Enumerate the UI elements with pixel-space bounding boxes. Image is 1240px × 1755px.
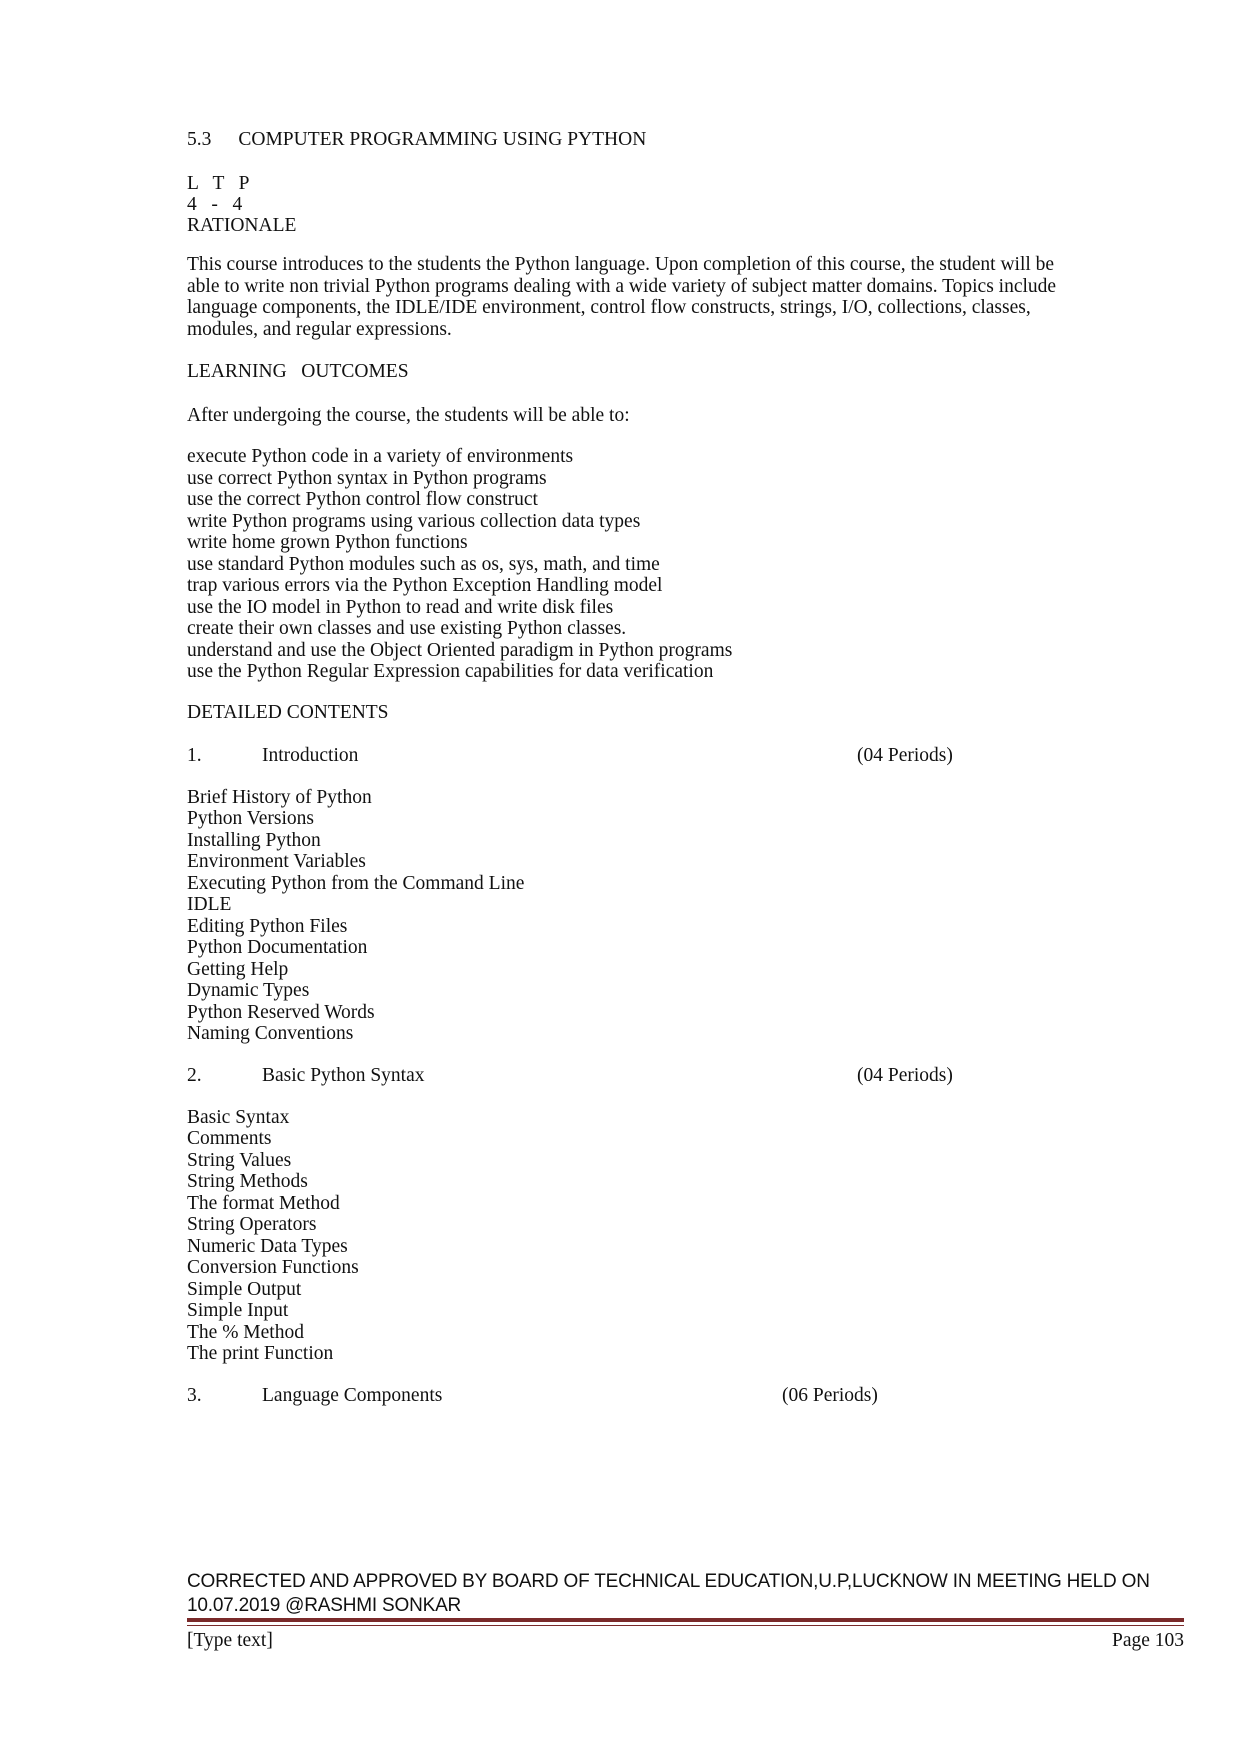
list-item: Python Reserved Words xyxy=(187,1001,375,1023)
list-item: Comments xyxy=(187,1128,272,1149)
page-content xyxy=(187,128,1187,1408)
list-item: trap various errors via the Python Exception Handling model xyxy=(187,575,663,596)
course-heading xyxy=(187,128,1187,152)
list-item: Python Versions xyxy=(187,808,314,829)
list-item: use correct Python syntax in Python programs xyxy=(187,467,547,489)
footer-divider-thick xyxy=(187,1618,1184,1622)
list-item: Dynamic Types xyxy=(187,980,310,1001)
list-item: Basic Syntax xyxy=(187,1106,290,1128)
list-item: use the Python Regular Expression capabilities for data verification xyxy=(187,661,714,682)
list-item: Naming Conventions xyxy=(187,1023,354,1044)
footer-divider-thin xyxy=(187,1625,1184,1626)
learning-outcomes-label: LEARNING OUTCOMES xyxy=(187,361,409,382)
detailed-contents-label: DETAILED CONTENTS xyxy=(187,701,389,723)
list-item: understand and use the Object Oriented paradigm in Python programs xyxy=(187,639,733,661)
approval-note xyxy=(187,1570,1187,1618)
list-item: The format Method xyxy=(187,1192,340,1214)
list-item: Environment Variables xyxy=(187,851,366,872)
section-header-2 xyxy=(187,1064,1187,1088)
list-item: String Values xyxy=(187,1149,292,1171)
list-item: create their own classes and use existing Python classes. xyxy=(187,618,627,639)
list-item: The print Function xyxy=(187,1343,334,1364)
list-item: Python Documentation xyxy=(187,937,368,958)
list-item: Conversion Functions xyxy=(187,1257,359,1278)
learning-outcomes-intro: After undergoing the course, the students will be able to: xyxy=(187,405,630,426)
list-item: The % Method xyxy=(187,1321,304,1343)
course-number: 5.3 xyxy=(187,129,212,150)
list-item: Simple Output xyxy=(187,1278,302,1300)
list-item: String Methods xyxy=(187,1171,308,1192)
list-item: use the correct Python control flow construct xyxy=(187,489,538,510)
rationale-label: RATIONALE xyxy=(187,215,297,236)
section-title: Introduction xyxy=(262,744,359,766)
list-item: Brief History of Python xyxy=(187,786,372,808)
course-title: COMPUTER PROGRAMMING USING PYTHON xyxy=(238,129,647,150)
page-footer xyxy=(187,1628,1184,1654)
section-number: 2. xyxy=(187,1064,202,1086)
section-header-1 xyxy=(187,744,1187,768)
list-item: String Operators xyxy=(187,1214,317,1235)
section-number: 3. xyxy=(187,1384,202,1406)
section-2-topics xyxy=(187,1107,1187,1365)
section-periods: (04 Periods) xyxy=(857,744,953,766)
list-item: Simple Input xyxy=(187,1300,289,1321)
list-item: Editing Python Files xyxy=(187,915,348,937)
list-item: write home grown Python functions xyxy=(187,532,468,553)
list-item: write Python programs using various collection data types xyxy=(187,510,641,532)
list-item: use the IO model in Python to read and write disk files xyxy=(187,596,614,618)
approval-note-line-1: CORRECTED AND APPROVED BY BOARD OF TECHNICAL EDUCATION,U.P,LUCKNOW IN MEETING HELD ON xyxy=(187,1571,1150,1592)
section-number: 1. xyxy=(187,744,202,766)
section-1-topics xyxy=(187,787,1187,1045)
section-title: Language Components xyxy=(262,1384,443,1406)
page-number: Page 103 xyxy=(1111,1630,1184,1651)
learning-outcomes-list xyxy=(187,446,1187,683)
section-header-3 xyxy=(187,1384,1187,1408)
ltp-values: 4 - 4 xyxy=(187,194,243,215)
list-item: Installing Python xyxy=(187,829,321,851)
list-item: Executing Python from the Command Line xyxy=(187,872,525,894)
section-title: Basic Python Syntax xyxy=(262,1064,425,1086)
section-periods: (04 Periods) xyxy=(857,1064,953,1086)
list-item: Getting Help xyxy=(187,958,289,980)
list-item: use standard Python modules such as os, sys, math, and time xyxy=(187,553,660,575)
list-item: execute Python code in a variety of environments xyxy=(187,446,574,467)
section-periods: (06 Periods) xyxy=(782,1384,878,1406)
approval-note-line-2: 10.07.2019 @RASHMI SONKAR xyxy=(187,1595,462,1616)
list-item: IDLE xyxy=(187,894,232,915)
rationale-text: This course introduces to the students the Python language. Upon completion of this course, the student will be able to write non trivial Python programs dealing with a wide variety of subject matter domains. Topics include language components, the IDLE/IDE environment, control flow constructs, strings, I/O, collections, classes, modules, and regular expressions. xyxy=(187,254,1057,340)
footer-placeholder-text: [Type text] xyxy=(187,1630,273,1651)
ltp-header: L T P xyxy=(187,173,250,194)
list-item: Numeric Data Types xyxy=(187,1235,348,1257)
